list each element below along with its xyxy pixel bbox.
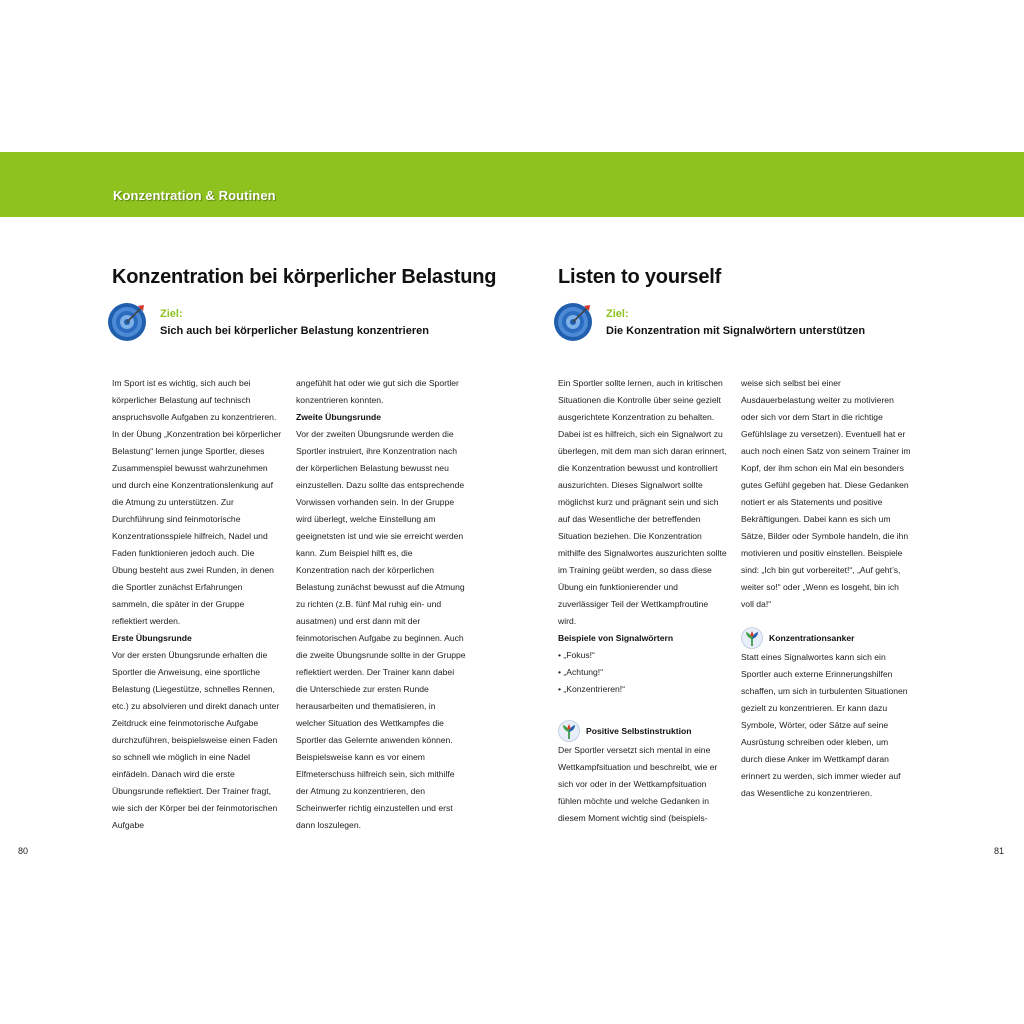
left-col2-intro: angefühlt hat oder wie gut sich die Sportler konzentrieren konnten.: [296, 378, 459, 405]
right-page-title: Listen to yourself: [558, 266, 722, 288]
tip-text-anchor: Statt eines Signalwortes kann sich ein Sportler auch externe Erinnerungshilfen schaffen, um sich in turbulenten Situationen gezielt zu konzentrieren. Er kann dazu Symbole, Wörter, oder Sätze auf seine Ausrüstung schreiben oder kleben, um durch diese Anker im Wettkampf daran erinnert zu werden, sich immer wieder auf das Wesentliche zu konzentrieren.: [741, 652, 908, 798]
left-sub2-paragraph: Vor der zweiten Übungsrunde werden die Sportler instruiert, ihre Konzentration nach der körperlichen Belastung bewusst neu einzustellen. Dazu sollte das entsprechende Vorwissen vorhanden sein. In der Gruppe wird überlegt, welche Einstellung am geeignetsten ist und wie sie erreicht werden kann. Zum Beispiel hilft es, die Konzentration nach der körperlichen Belastung zunächst bewusst auf die Atmung zu richten (z.B. fünf Mal ruhig ein- und ausatmen) und erst dann mit der feinmotorischen Aufgabe zu beginnen. Auch die zweite Übungsrunde sollte in der Gruppe reflektiert werden. Der Trainer kann dabei die Unterschiede zur ersten Runde herausarbeiten und thematisieren, in welcher Situation des Wettkampfes die Sportler das Gelernte anwenden können. Beispielsweise kann es vor einem Elfmeterschuss hilfreich sein, sich mithilfe der Atmung zu konzentrieren, den Scheinwerfer richtig einzustellen und erst dann loszulegen.: [296, 429, 466, 830]
tulip-tip-icon: [558, 720, 580, 742]
left-column-1: [112, 375, 282, 834]
examples-heading: Beispiele von Signalwörtern: [558, 633, 674, 643]
tip-heading-positive: [558, 720, 728, 742]
left-page-title: Konzentration bei körperlicher Belastung: [112, 266, 497, 288]
tip-title-anchor: Konzentrationsanker: [769, 632, 855, 643]
page-number-right: 81: [994, 846, 1005, 856]
tulip-tip-icon: [741, 627, 763, 649]
tip-title-positive: Positive Selbstinstruktion: [586, 725, 692, 736]
left-subhead-1: Erste Übungsrunde: [112, 633, 192, 643]
left-subhead-2: Zweite Übungsrunde: [296, 412, 381, 422]
left-intro-paragraph: Im Sport ist es wichtig, sich auch bei körperlicher Belastung auf technisch anspruchsvolle Aufgaben zu konzentrieren. In der Übung „Konzentration bei körperlicher Belastung“ lernen junge Sportler, dieses Zusammenspiel bewusst wahrzunehmen und durch eine Konzentrationslenkung auf die Atmung zu unterstützen. Zur Durchführung sind feinmotorische Konzentrationsspiele hilfreich, Nadel und Faden funktionieren jedoch auch. Die Übung besteht aus zwei Runden, in denen die Sportler zunächst Erfahrungen sammeln, die später in der Gruppe reflektiert werden.: [112, 378, 282, 626]
signal-word-item: • „Fokus!“: [558, 647, 728, 664]
right-column-2: [741, 375, 911, 802]
right-goal-text: Die Konzentration mit Signalwörtern unterstützen: [606, 325, 866, 337]
right-column-1: [558, 375, 728, 827]
signal-word-list: [558, 647, 728, 698]
left-goal-label: Ziel:: [160, 308, 183, 320]
page-number-left: 80: [18, 846, 29, 856]
left-sub1-paragraph: Vor der ersten Übungsrunde erhalten die Sportler die Anweisung, eine sportliche Belastung (Liegestütze, schnelles Rennen, etc.) zu absolvieren und direkt danach unter Zeitdruck eine feinmotorische Aufgabe durchzuführen, beispielsweise einen Faden so schnell wie möglich in eine Nadel einfädeln. Danach wird die erste Übungsrunde reflektiert. Der Trainer fragt, wie sich der Körper bei der feinmotorischen Aufgabe: [112, 650, 280, 830]
target-icon: [553, 302, 593, 342]
right-intro-paragraph: Ein Sportler sollte lernen, auch in kritischen Situationen die Kontrolle über seine gezielt ausgerichtete Konzentration zu behalten. Dabei ist es hilfreich, sich ein Signalwort zu überlegen, mit dem man sich daran erinnert, die Konzentration bewusst und kontrolliert auszurichten. Dieses Signalwort sollte möglichst kurz und prägnant sein und sich auf das Wesentliche der betreffenden Situation beziehen. Die Konzentration mithilfe des Signalwortes auszurichten sollte im Training geübt werden, so dass diese Übung ein funktionierender und zuverlässiger Teil der Wettkampfroutine wird.: [558, 378, 727, 626]
right-col2-intro: weise sich selbst bei einer Ausdauerbelastung weiter zu motivieren oder sich vor dem Start in die richtige Gefühlslage zu versetzen). Eventuell hat er auch noch einen Satz von seinem Trainer im Kopf, der ihm schon ein Mal ein besonders gutes Gefühl gegeben hat. Diese Gedanken notiert er als Statements und positive Bekräftigungen. Dabei kann es sich um Sätze, Bilder oder Symbole handeln, die ihn motivieren und positiv einstellen. Beispiele sind: „Ich bin gut vorbereitet!“, „Auf geht’s, weiter so!“ oder „Wenn es losgeht, bin ich voll da!“: [741, 378, 911, 609]
signal-word-item: • „Achtung!“: [558, 664, 728, 681]
tip-text-positive: Der Sportler versetzt sich mental in eine Wettkampfsituation und beschreibt, wie er sich vor oder in der Wettkampfsituation fühlen möchte und welche Gedanken in diesem Moment wichtig sind (beispiels-: [558, 745, 718, 823]
signal-word-item: • „Konzentrieren!“: [558, 681, 728, 698]
right-goal-label: Ziel:: [606, 308, 629, 320]
chapter-band: [0, 152, 1024, 217]
left-goal-text: Sich auch bei körperlicher Belastung konzentrieren: [160, 325, 429, 337]
target-icon: [107, 302, 147, 342]
tip-heading-anchor: [741, 627, 911, 649]
left-column-2: [296, 375, 466, 834]
chapter-title: Konzentration & Routinen: [113, 188, 276, 203]
